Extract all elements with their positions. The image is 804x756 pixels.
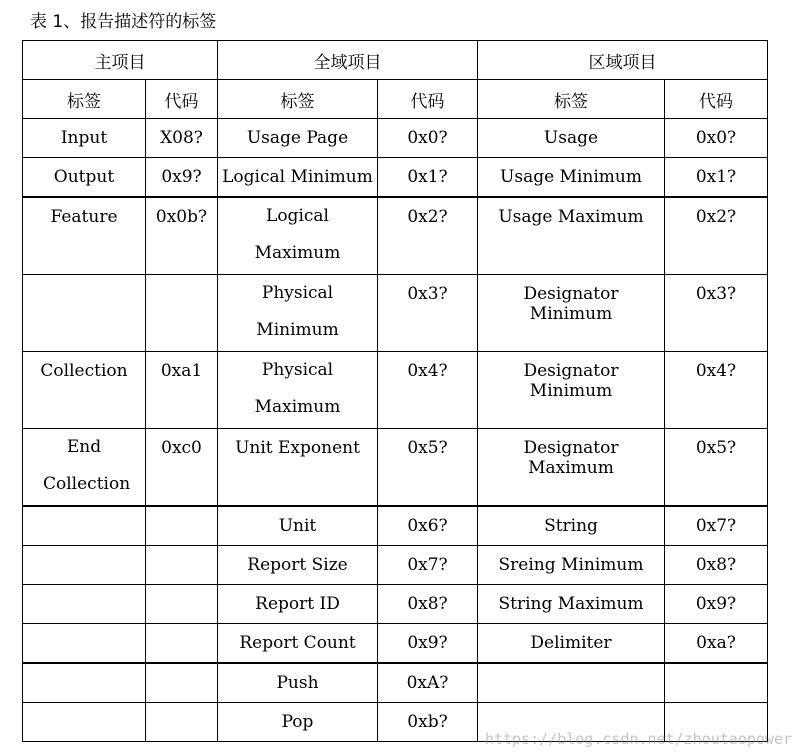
table-row [23, 624, 768, 664]
main-tag-cell [23, 663, 146, 703]
global-tag-text: Usage Page [246, 128, 349, 148]
main-code-cell [146, 429, 218, 507]
table-row [23, 197, 768, 275]
table-row [23, 663, 768, 703]
main-tag-header: 标签 [23, 80, 146, 119]
local-code-text: 0x0? [695, 128, 737, 148]
global-tag-cell [218, 275, 378, 352]
local-tag-text: Designator Minimum [523, 361, 619, 401]
table-row [23, 506, 768, 546]
global-code-text: 0x2? [407, 207, 448, 227]
main-code-text: 0x0b? [155, 207, 208, 227]
main-code-text: 0xc0 [161, 438, 202, 458]
global-tag-text: Push [276, 673, 319, 693]
global-tag-cell [218, 429, 378, 507]
local-tag-text: Usage [543, 128, 599, 148]
global-code-text: 0x9? [407, 633, 448, 653]
local-code-cell [665, 197, 768, 275]
local-code-cell [665, 624, 768, 664]
local-tag-cell [478, 663, 665, 703]
main-tag-cell [23, 352, 146, 429]
local-code-text: 0x4? [695, 361, 737, 381]
global-code-text: 0x1? [407, 167, 448, 187]
global-code-text: 0x6? [407, 516, 448, 536]
main-code-cell [146, 506, 218, 546]
watermark-url: https://blog.csdn.net/zhoutaopower [484, 730, 792, 748]
main-code-text: 0x9? [161, 167, 202, 187]
main-tag-cell [23, 585, 146, 624]
main-tag-cell [23, 624, 146, 664]
global-tag-text: Logical Maximum [254, 206, 341, 263]
local-tag-cell [478, 352, 665, 429]
main-code-cell [146, 624, 218, 664]
global-tag-text: Unit [278, 516, 317, 536]
global-code-text: 0xb? [407, 712, 448, 732]
main-tag-cell [23, 119, 146, 158]
global-code-text: 0xA? [406, 673, 449, 693]
global-tag-text: Physical Minimum [256, 283, 339, 340]
main-tag-cell [23, 197, 146, 275]
group-header-global: 全域项目 [218, 41, 478, 80]
table-caption: 表 1、报告描述符的标签 [30, 12, 217, 32]
main-tag-text: Collection [40, 361, 128, 381]
global-tag-text: Pop [281, 712, 314, 732]
main-tag-text: Input [60, 128, 108, 148]
global-tag-cell [218, 506, 378, 546]
global-code-text: 0x3? [407, 284, 448, 304]
main-code-cell [146, 352, 218, 429]
main-tag-cell [23, 703, 146, 742]
global-tag-cell [218, 352, 378, 429]
main-code-text: 0xa1 [160, 361, 203, 381]
local-tag-cell [478, 429, 665, 507]
global-code-cell [378, 663, 478, 703]
local-code-text: 0xa? [696, 633, 736, 653]
main-code-cell [146, 275, 218, 352]
local-code-cell [665, 546, 768, 585]
global-code-cell [378, 197, 478, 275]
global-tag-cell [218, 663, 378, 703]
main-tag-cell [23, 275, 146, 352]
group-header-main: 主项目 [23, 41, 218, 80]
local-tag-cell [478, 158, 665, 198]
local-tag-text: Delimiter [530, 633, 612, 653]
global-code-cell [378, 352, 478, 429]
main-tag-cell [23, 546, 146, 585]
global-tag-cell [218, 119, 378, 158]
local-code-cell [665, 663, 768, 703]
main-code-cell [146, 119, 218, 158]
main-code-cell [146, 546, 218, 585]
main-tag-cell [23, 506, 146, 546]
global-code-cell [378, 158, 478, 198]
global-code-cell [378, 546, 478, 585]
main-code-cell [146, 158, 218, 198]
local-code-cell [665, 158, 768, 198]
report-descriptor-tag-table [22, 40, 768, 742]
table-row [23, 352, 768, 429]
global-tag-text: Logical Minimum [222, 167, 373, 187]
global-code-cell [378, 119, 478, 158]
local-tag-cell [478, 197, 665, 275]
global-code-text: 0x4? [407, 361, 448, 381]
main-code-header: 代码 [146, 80, 218, 119]
local-code-cell [665, 119, 768, 158]
main-code-cell [146, 197, 218, 275]
main-tag-text: Feature [50, 207, 118, 227]
global-tag-cell [218, 546, 378, 585]
group-header-local: 区域项目 [478, 41, 768, 80]
table-row [23, 158, 768, 198]
global-code-text: 0x8? [407, 594, 448, 614]
table-row [23, 275, 768, 352]
local-code-text: 0x5? [695, 438, 737, 458]
main-tag-cell [23, 429, 146, 507]
local-code-cell [665, 352, 768, 429]
global-tag-text: Physical Maximum [254, 360, 341, 417]
global-code-cell [378, 703, 478, 742]
local-tag-cell [478, 585, 665, 624]
main-code-cell [146, 663, 218, 703]
global-code-text: 0x0? [407, 128, 448, 148]
global-code-cell [378, 506, 478, 546]
global-tag-text: Report Size [247, 555, 348, 575]
global-tag-text: Report Count [239, 633, 356, 653]
global-tag-header: 标签 [218, 80, 378, 119]
local-code-cell [665, 506, 768, 546]
local-code-header: 代码 [665, 80, 768, 119]
global-code-cell [378, 585, 478, 624]
global-tag-cell [218, 703, 378, 742]
local-code-text: 0x3? [695, 284, 737, 304]
local-tag-text: Usage Minimum [500, 167, 642, 187]
table-row [23, 119, 768, 158]
local-tag-text: String Maximum [498, 594, 644, 614]
local-tag-cell [478, 119, 665, 158]
global-tag-cell [218, 624, 378, 664]
global-tag-cell [218, 585, 378, 624]
table-row [23, 585, 768, 624]
global-tag-cell [218, 197, 378, 275]
main-tag-text: End Collection [43, 437, 131, 494]
local-code-text: 0x8? [695, 555, 737, 575]
local-code-cell [665, 429, 768, 507]
local-tag-cell [478, 275, 665, 352]
local-tag-cell [478, 546, 665, 585]
local-tag-header: 标签 [478, 80, 665, 119]
local-code-text: 0x2? [695, 207, 737, 227]
global-code-cell [378, 429, 478, 507]
local-tag-text: Sreing Minimum [498, 555, 644, 575]
global-code-cell [378, 624, 478, 664]
local-tag-text: String [544, 516, 598, 536]
local-tag-text: Designator Maximum [523, 438, 619, 478]
table-row [23, 429, 768, 507]
local-code-cell [665, 585, 768, 624]
local-tag-cell [478, 624, 665, 664]
global-code-text: 0x5? [407, 438, 448, 458]
main-code-cell [146, 585, 218, 624]
main-code-cell [146, 703, 218, 742]
global-tag-text: Report ID [255, 594, 340, 614]
global-tag-cell [218, 158, 378, 198]
global-code-cell [378, 275, 478, 352]
global-tag-text: Unit Exponent [235, 438, 360, 458]
local-code-text: 0x9? [695, 594, 737, 614]
main-tag-cell [23, 158, 146, 198]
global-code-text: 0x7? [407, 555, 448, 575]
table-row [23, 546, 768, 585]
main-tag-text: Output [53, 167, 115, 187]
local-tag-text: Designator Minimum [523, 284, 619, 324]
local-tag-cell [478, 506, 665, 546]
main-code-text: X08? [160, 128, 203, 148]
global-code-header: 代码 [378, 80, 478, 119]
local-code-text: 0x7? [695, 516, 737, 536]
local-tag-text: Usage Maximum [498, 207, 644, 227]
local-code-cell [665, 275, 768, 352]
local-code-text: 0x1? [695, 167, 737, 187]
